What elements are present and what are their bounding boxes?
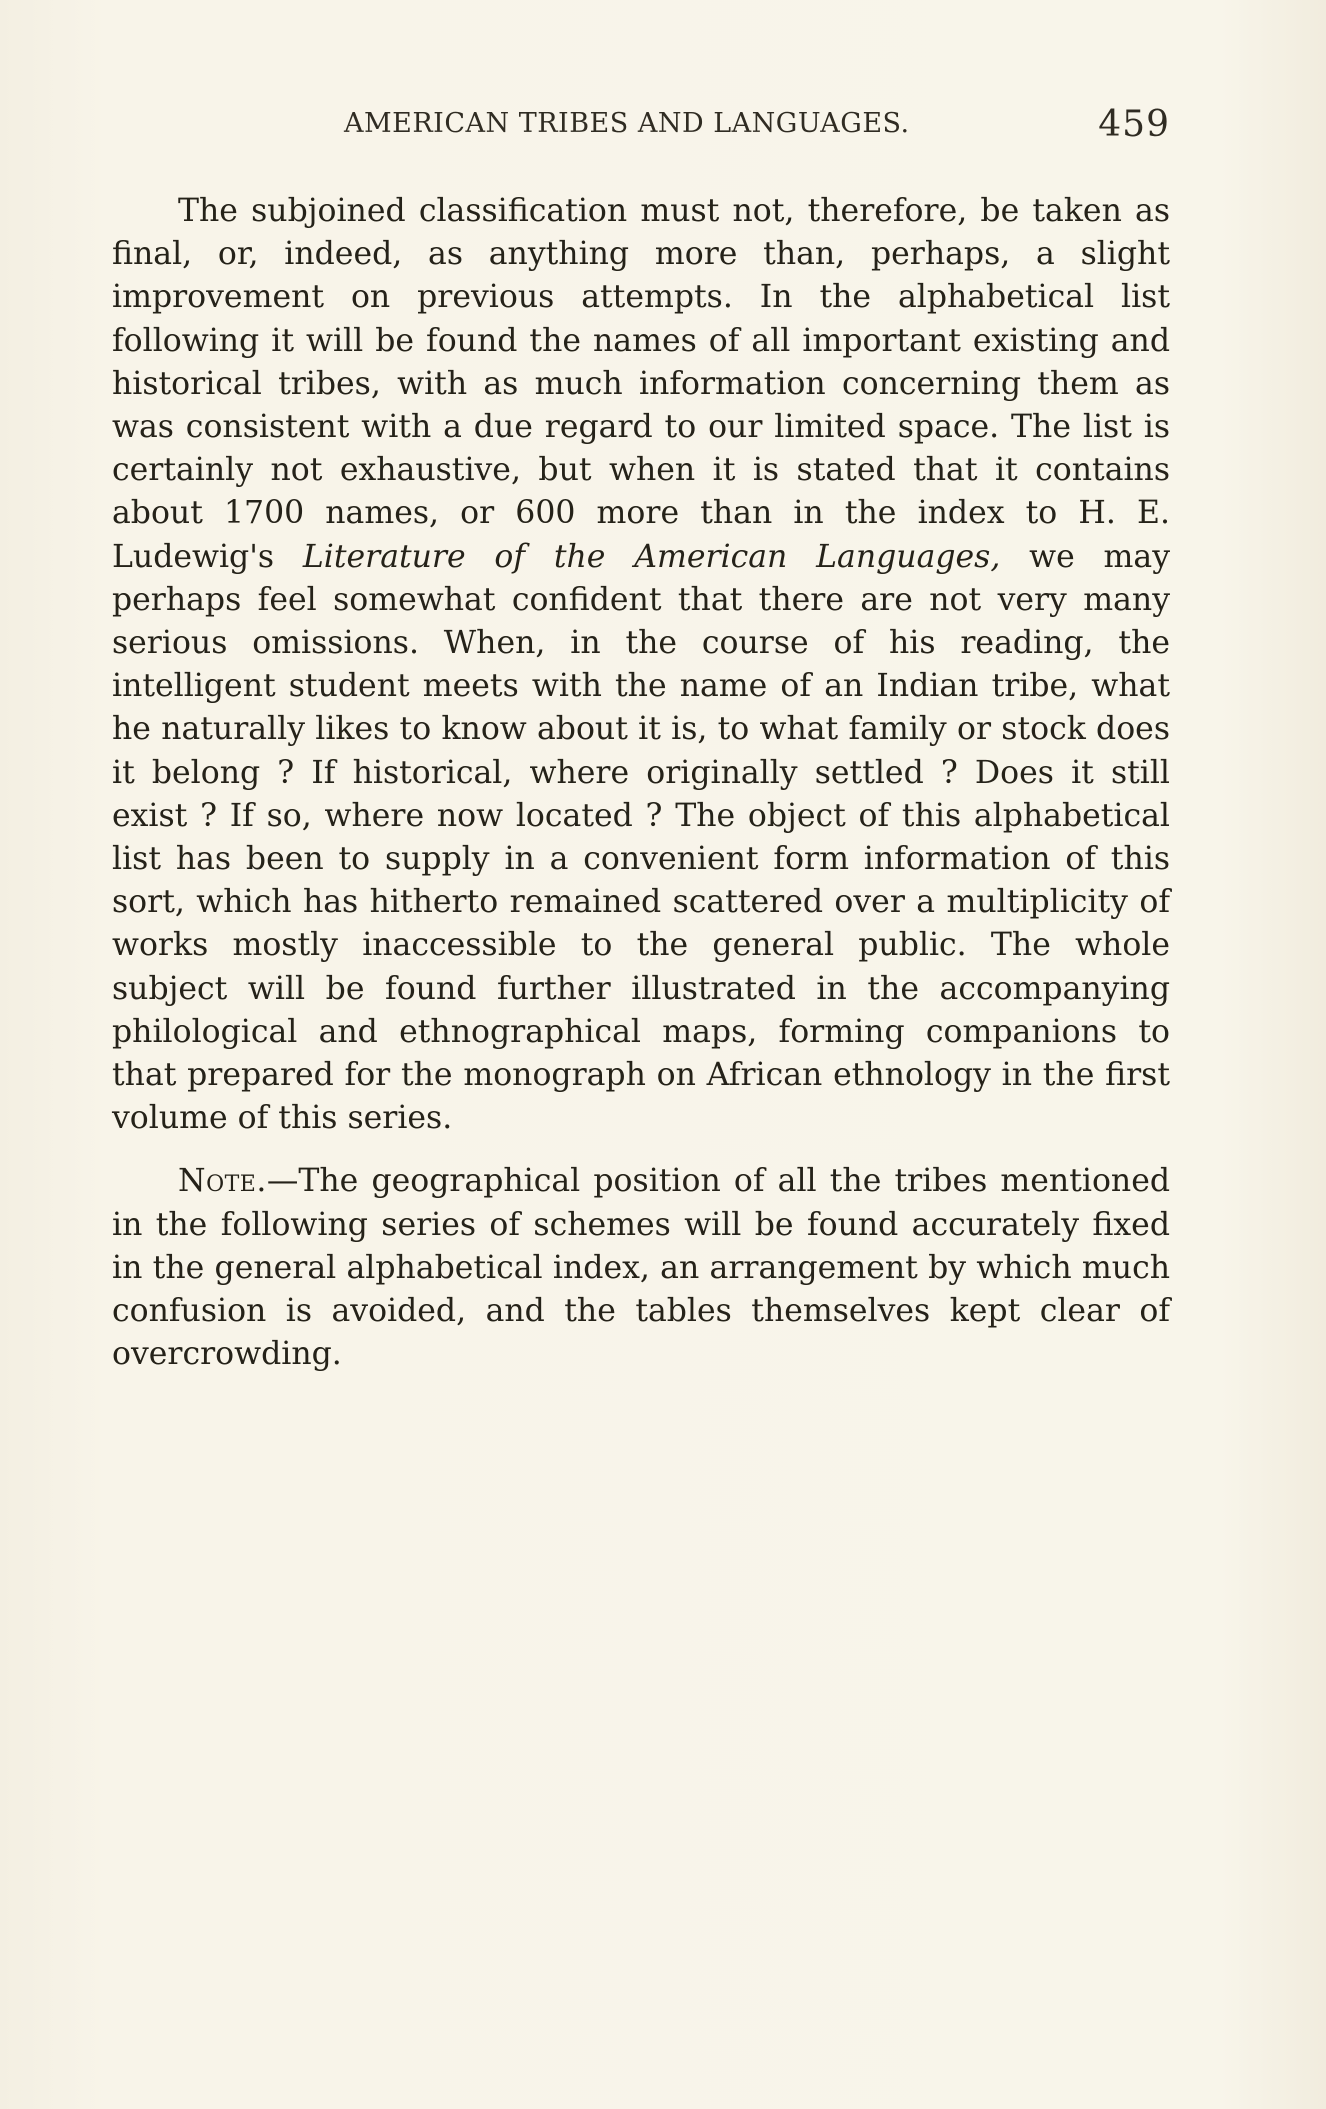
paragraph-text-part-b: we may perhaps feel somewhat confident that there are not very many serious omissions. When, in the course of his reading, the intelligent student meets with the name of an Indian tribe, what he naturally likes to know about it is, to what family or stock does it belong ? If historical, where originally settled ? Does it still exist ? If so, where now located ? The object of this alphabetical list has been to supply in a convenient form information of this sort, which has hitherto remained scattered over a multiplicity of works mostly inaccessible to the general public. The whole subject will be found further illustrated in the accompanying philological and ethnographical maps, forming companions to that prepared for the monograph on African ethnology in the first volume of this series. (112, 538, 1170, 1137)
paragraph-classification (112, 190, 1170, 1140)
page-number: 459 (1098, 104, 1170, 145)
book-title: Literature of the American Languages, (302, 538, 1001, 575)
page-header (112, 104, 1170, 152)
note-text: —The geographical position of all the tribes mentioned in the following series of schemes will be found accurately fixed in the general alphabetical index, an arrangement by which much confusion is avoided, and the tables themselves kept clear of overcrowding. (112, 1163, 1170, 1373)
paragraph-note (112, 1160, 1170, 1376)
body-text (112, 190, 1170, 1376)
paragraph-text-part-a: The subjoined classification must not, therefore, be taken as final, or, indeed, as anything more than, perhaps, a slight improvement on previous attempts. In the alphabetical list following it will be found the names of all important existing and historical tribes, with as much information concerning them as was consistent with a due regard to our limited space. The list is certainly not exhaustive, but when it is stated that it contains about 1700 names, or 600 more than in the index to H. E. Ludewig's (112, 193, 1170, 575)
running-head: AMERICAN TRIBES AND LANGUAGES. (344, 108, 910, 139)
note-label: Note. (178, 1163, 267, 1200)
